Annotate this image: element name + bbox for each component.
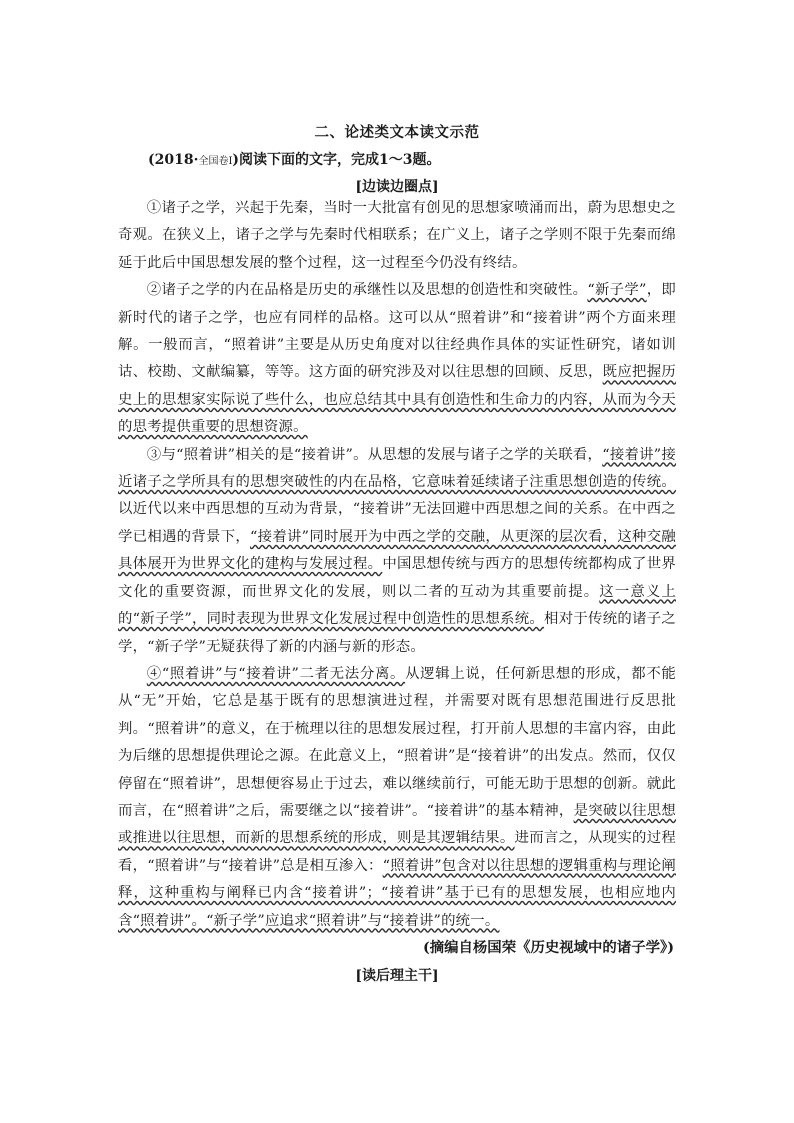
paragraph-3 bbox=[118, 442, 676, 661]
paragraph-text: 以近代以来中西思想的互动为背景，“接着讲”无法回避中西思想之间的关系。在中西之学已相遇的背景下， bbox=[118, 501, 676, 545]
paragraph-2 bbox=[118, 277, 676, 441]
paragraph-text: ①诸子之学，兴起于先秦，当时一大批富有创见的思想家喷涌而出，蔚为思想史之奇观。在狭义上，诸子之学与先秦时代相联系；在广义上，诸子之学则不限于先秦而绵延于此后中国思想发展的整个过程，这一过程至今仍没有终结。 bbox=[118, 200, 676, 271]
source-year: (2018· bbox=[148, 152, 199, 168]
underlined-text: “照着讲”包含对以往思想的逻辑重构与理论阐释，这种重构与阐释已内含“接着讲”；“接着讲”基于已有的思想发展，也相应地内含“照着讲”。“新子学”应追求“照着讲”与“接着讲”的统一。 bbox=[118, 857, 676, 929]
underlined-text: 是突破以往思想或推进以往思想，而新的思想系统的形成，则是其逻辑结果。 bbox=[118, 802, 676, 847]
underlined-text: ④“照着讲”与“接着讲”二者无法分离。 bbox=[146, 665, 406, 682]
underlined-text: “新子学” bbox=[587, 282, 647, 299]
article-body bbox=[118, 195, 676, 935]
paragraph-text: 从逻辑上说，任何新思想的形成，都不能从“无”开始，它总是基于既有的思想演进过程，并需要对既有思想范围进行反思批判。“照着讲”的意义，在于梳理以往的思想发展过程，打开前人思想的丰富内容，由此为后继的思想提供理论之源。在此意义上，“照着讲”是“接着讲”的出发点。然而，仅仅停留在“照着讲”，思想便容易止于过去，难以继续前行，可能无助于思想的创新。就此而言，在“照着讲”之后，需要继之以“接着讲”。“接着讲”的基本精神， bbox=[118, 665, 676, 819]
underlined-text: 既应把握历史上的思想家实际说了些什么，也应总结其中具有创造性和生命力的内容，从而为今天的思考提供重要的思想资源。 bbox=[118, 364, 676, 436]
paragraph-text: ，即新时代的诸子之学，也应有同样的品格。这可以从“照着讲”和“接着讲”两个方面来理解。一般而言，“照着讲”主要是从历史角度对以往经典作具体的实证性研究，诸如训诂、校勘、文献编纂，等等。这方面的研究涉及对以往思想的回顾、反思， bbox=[118, 282, 676, 381]
paragraph-4 bbox=[118, 661, 676, 935]
article-credit: (摘编自杨国荣《历史视域中的诸子学》) bbox=[422, 939, 674, 956]
underlined-text: 这一意义上的“新子学”，同时表现为世界文化发展过程中创造性的思想系统。 bbox=[118, 583, 676, 628]
source-instruction: )阅读下面的文字，完成1～3题。 bbox=[232, 152, 441, 168]
underlined-text: “接着讲”接近诸子之学所具有的思想突破性的内在品格，它意味着延续诸子注重思想创造的传统。 bbox=[118, 446, 677, 491]
question-source-line bbox=[148, 149, 441, 169]
source-exam: 全国卷Ⅰ bbox=[198, 156, 233, 167]
underlined-text: “接着讲”同时展开为中西之学的交融，从更深的层次看，这种交融具体展开为世界文化的建构与发展过程。 bbox=[118, 528, 676, 573]
page-title: 二、论述类文本读文示范 bbox=[314, 124, 480, 141]
paragraph-1 bbox=[118, 195, 676, 277]
section-label-summarize: [读后理主干] bbox=[355, 968, 439, 984]
section-label-read-annotate: [边读边圈点] bbox=[355, 179, 439, 195]
paragraph-text: ③与“照着讲”相关的是“接着讲”。从思想的发展与诸子之学的关联看， bbox=[146, 446, 603, 463]
paragraph-text: 进而言之，从现实的过程看，“照着讲”与“接着讲”总是相互渗入： bbox=[118, 830, 677, 874]
paragraph-text: ②诸子之学的内在品格是历史的承继性以及思想的创造性和突破性。 bbox=[146, 282, 588, 299]
paragraph-text: 相对于传统的诸子之学，“新子学”无疑获得了新的内涵与新的形态。 bbox=[118, 611, 676, 655]
paragraph-text: 中国思想传统与西方的思想传统都构成了世界文化的重要资源，而世界文化的发展，则以二者的互动为其重要前提。 bbox=[118, 556, 676, 600]
